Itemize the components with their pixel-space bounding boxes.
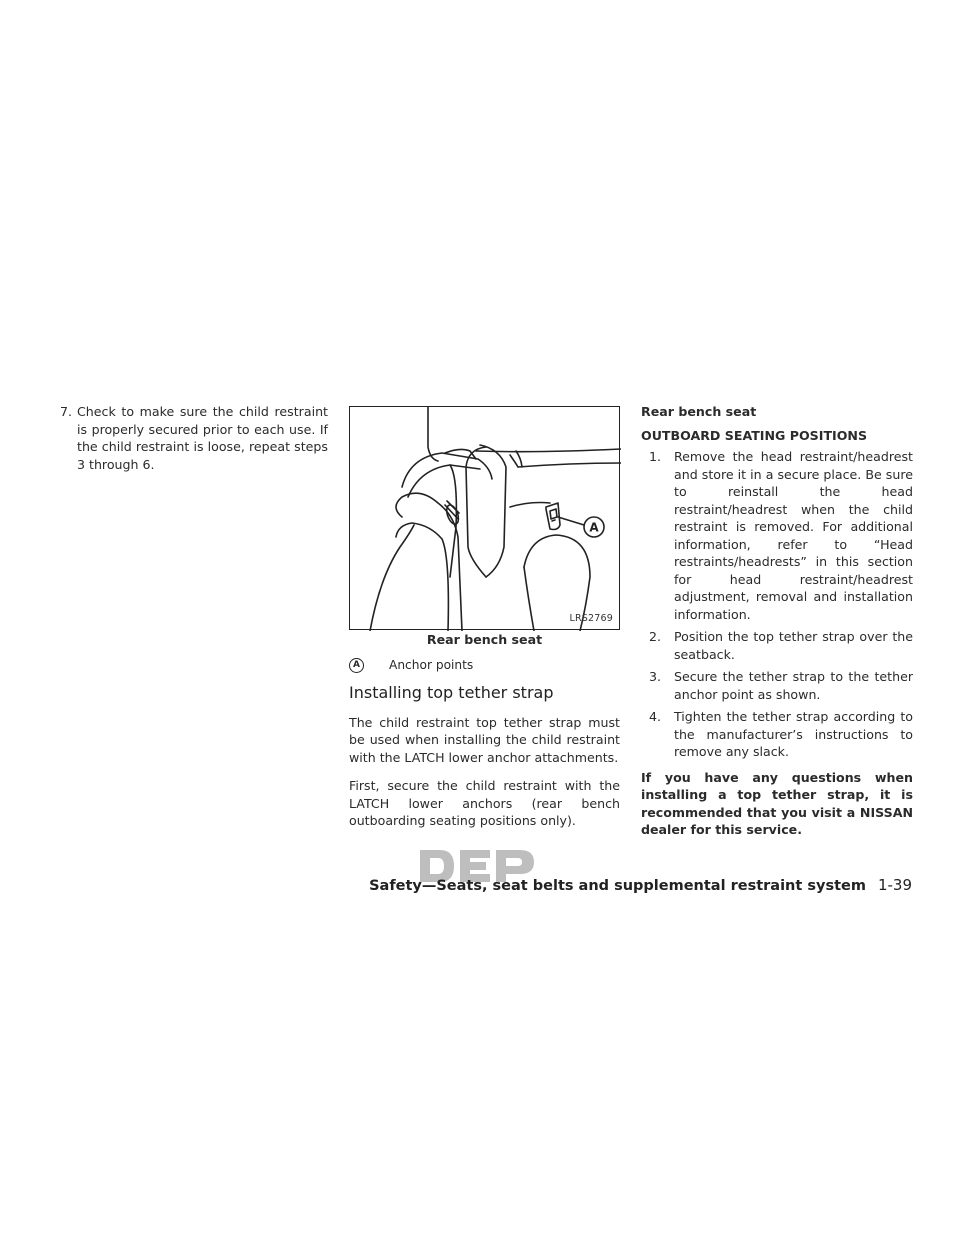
figure-code: LRS2769 <box>569 612 613 624</box>
step-7 <box>60 403 328 473</box>
step-number: 7. <box>60 404 73 419</box>
step-text: Tighten the tether strap according to the manufacturer’s instructions to remove any slack. <box>674 709 913 759</box>
legend-text: Anchor points <box>389 657 474 672</box>
step-number: 3. <box>649 669 662 684</box>
left-column <box>60 403 328 473</box>
paragraph-2: First, secure the child restraint with the LATCH lower anchors (rear bench outboarding seating positions only). <box>349 778 620 828</box>
middle-column <box>349 406 620 841</box>
figure-caption: Rear bench seat <box>426 632 543 647</box>
paragraph-1: The child restraint top tether strap must be used when installing the child restraint with the LATCH lower anchor attachments. <box>349 714 620 765</box>
page-number: 1-39 <box>877 876 912 894</box>
list-item <box>641 668 913 703</box>
callout-label: A <box>589 520 599 535</box>
step-number: 4. <box>649 709 662 724</box>
rear-seat-drawing <box>350 407 621 631</box>
page-footer <box>369 876 912 894</box>
figure-legend <box>349 657 620 675</box>
list-item <box>641 708 913 761</box>
step-text: Position the top tether strap over the seatback. <box>674 629 913 662</box>
section-title: Installing top tether strap <box>349 683 554 702</box>
list-item <box>641 628 913 663</box>
steps-list <box>641 448 913 761</box>
step-text: Check to make sure the child restraint is properly secured prior to each use. If the child restraint is loose, repeat steps 3 through 6. <box>77 404 328 472</box>
subsection-heading: Rear bench seat <box>641 404 757 419</box>
step-number: 2. <box>649 629 662 644</box>
step-text: Secure the tether strap to the tether anchor point as shown. <box>674 669 913 702</box>
subsection-subheading: OUTBOARD SEATING POSITIONS <box>641 427 868 443</box>
step-number: 1. <box>649 449 662 464</box>
closing-note: If you have any questions when installing a top tether strap, it is recommended that you visit a NISSAN dealer for this service. <box>641 769 913 837</box>
callout-badge-icon: A <box>349 658 364 673</box>
step-text: Remove the head restraint/headrest and store it in a secure place. Be sure to reinstall the head restraint/headrest when the child restraint is removed. For additional information, refer to “Head restraints/headrests” in this section for head restraint/headrest adjustment, removal and installation information. <box>674 449 913 622</box>
seat-illustration <box>349 406 620 630</box>
footer-section-title: Safety—Seats, seat belts and supplemental restraint system <box>369 878 866 894</box>
list-item <box>641 448 913 623</box>
right-column <box>641 403 913 839</box>
